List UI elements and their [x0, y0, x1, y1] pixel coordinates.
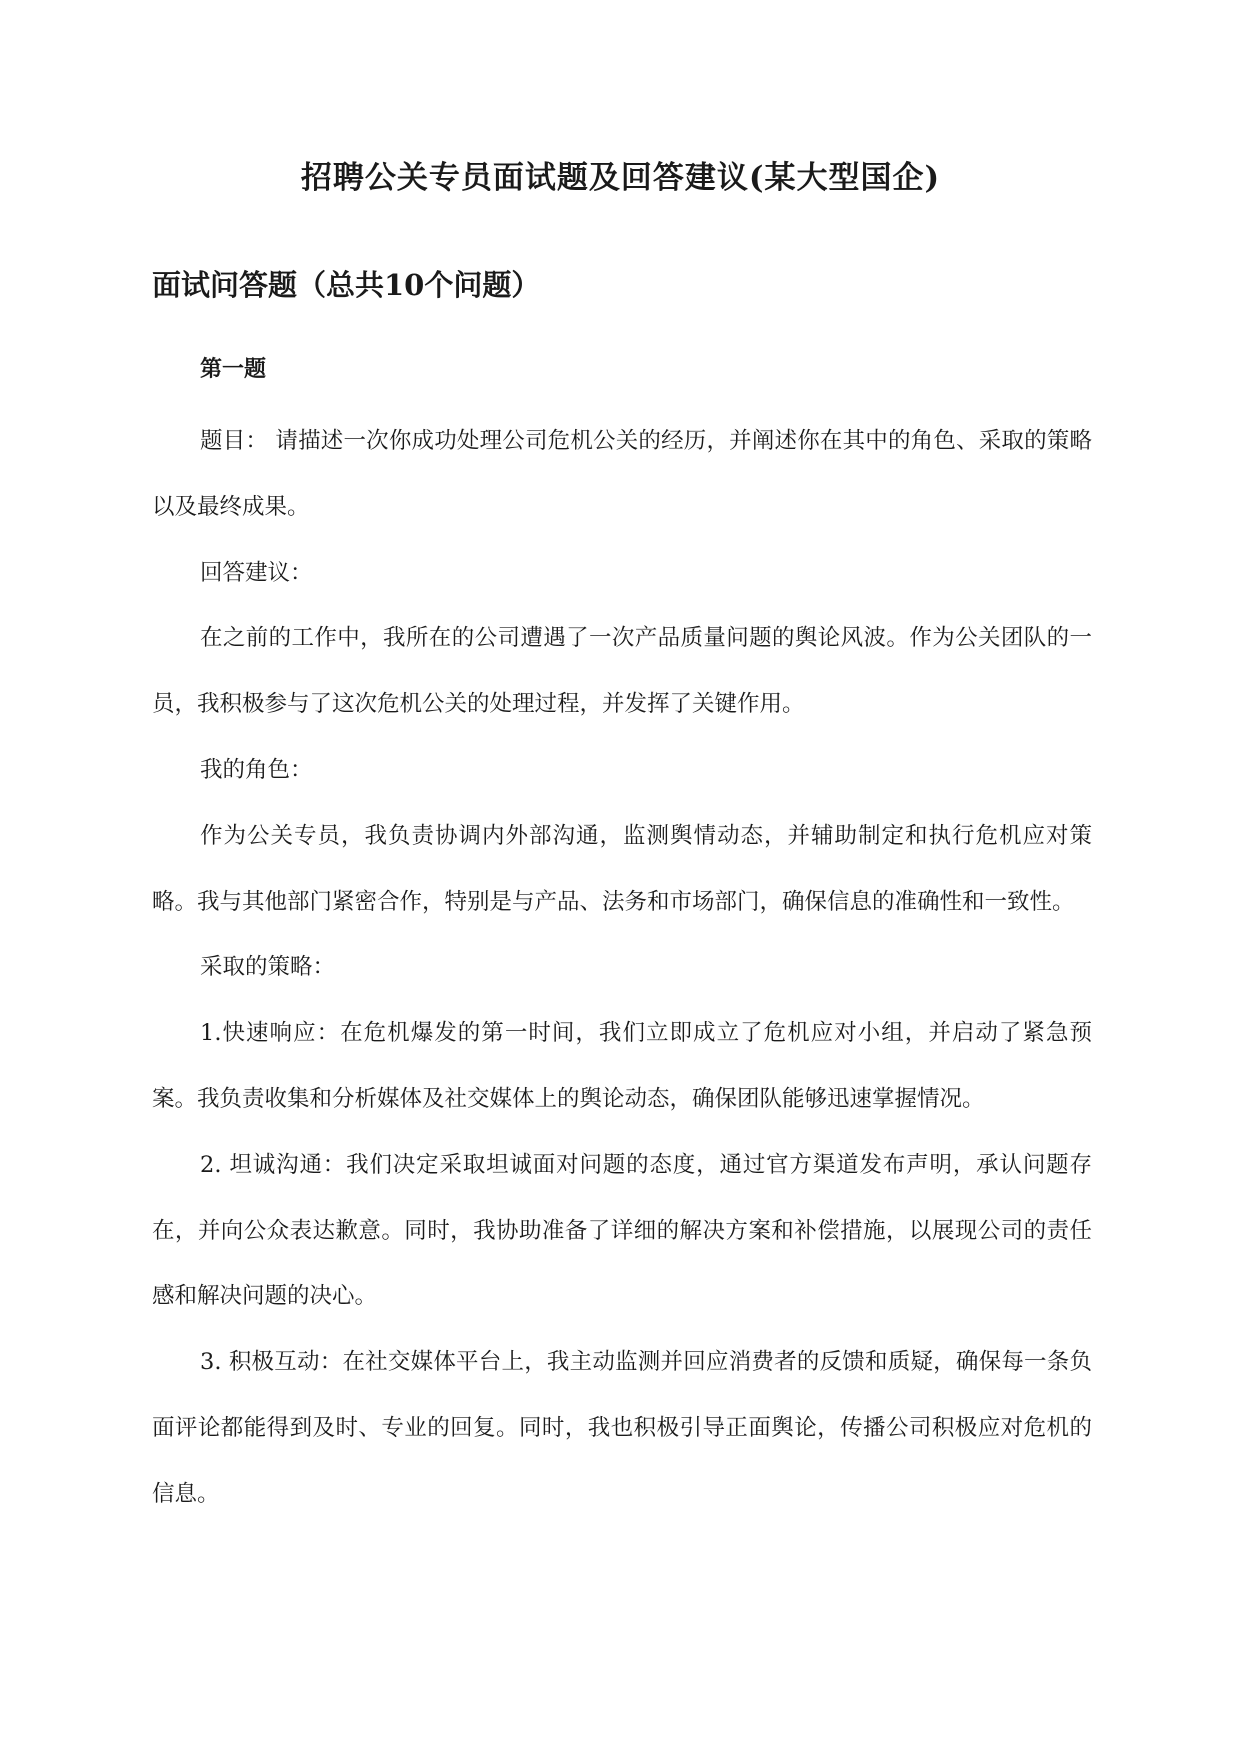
question-heading: 第一题	[200, 356, 267, 382]
paragraph-strategy-1: 1.快速响应：在危机爆发的第一时间，我们立即成立了危机应对小组，并启动了紧急预案。我负责收集和分析媒体及社交媒体上的舆论动态，确保团队能够迅速掌握情况。	[152, 1020, 1092, 1112]
paragraph-strategy-3: 3. 积极互动：在社交媒体平台上，我主动监测并回应消费者的反馈和质疑，确保每一条负面评论都能得到及时、专业的回复。同时，我也积极引导正面舆论，传播公司积极应对危机的信息。	[152, 1349, 1092, 1507]
paragraph-role: 作为公关专员，我负责协调内外部沟通，监测舆情动态，并辅助制定和执行危机应对策略。我与其他部门紧密合作，特别是与产品、法务和市场部门，确保信息的准确性和一致性。	[152, 822, 1092, 915]
document-title: 招聘公关专员面试题及回答建议(某大型国企)	[300, 160, 941, 196]
paragraph-strategy-label: 采取的策略：	[200, 954, 336, 981]
paragraph-answer-label: 回答建议：	[200, 559, 313, 586]
paragraph-strategy-2: 2. 坦诚沟通：我们决定采取坦诚面对问题的态度，通过官方渠道发布声明，承认问题存在，并向公众表达歉意。同时，我协助准备了详细的解决方案和补偿措施，以展现公司的责任感和解决问题的决心。	[152, 1151, 1092, 1310]
body-text	[152, 409, 1092, 1528]
paragraph-question: 题目： 请描述一次你成功处理公司危机公关的经历，并阐述你在其中的角色、采取的策略以及最终成果。	[152, 428, 1092, 520]
section-heading: 面试问答题（总共10个问题）	[152, 268, 541, 302]
paragraph-role-label: 我的角色：	[200, 756, 313, 783]
paragraph-context: 在之前的工作中，我所在的公司遭遇了一次产品质量问题的舆论风波。作为公关团队的一员，我积极参与了这次危机公关的处理过程，并发挥了关键作用。	[152, 625, 1092, 718]
